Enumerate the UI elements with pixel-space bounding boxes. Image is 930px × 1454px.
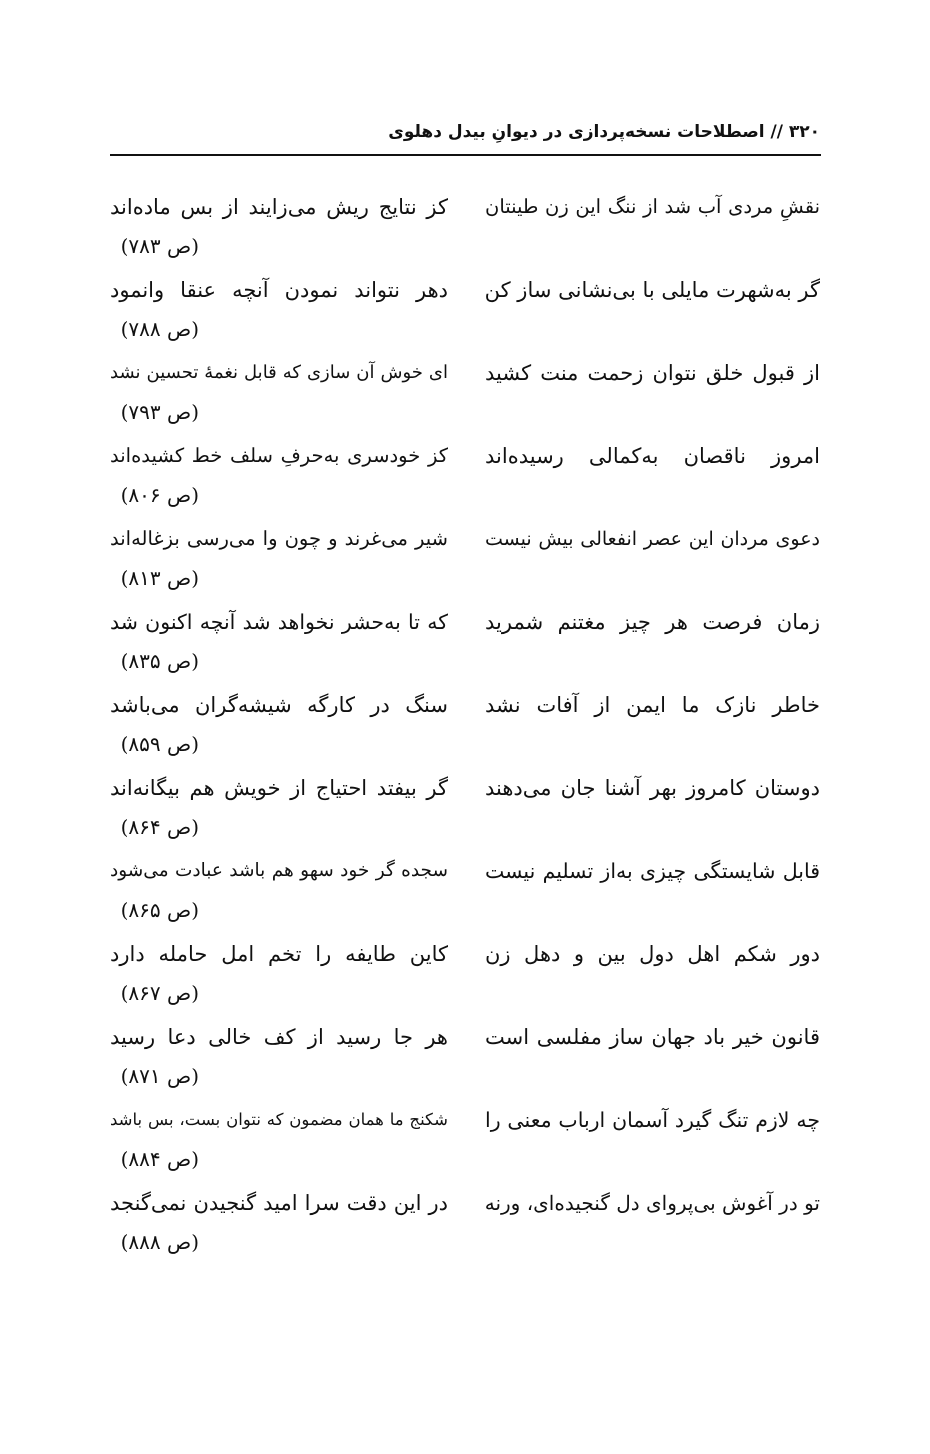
first-hemistich: امروز ناقصان به‌کمالی رسیده‌اند xyxy=(485,444,820,468)
second-hemistich: در این دقت سرا امید گنجیدن نمی‌گنجد xyxy=(110,1191,448,1215)
couplet xyxy=(110,186,820,269)
page-reference: (ص ۷۸۳) xyxy=(120,234,199,258)
second-hemistich: گر بیفتد احتیاج از خویش هم بیگانه‌اند xyxy=(110,776,448,800)
second-hemistich: ای خوش آن سازی که قابل نغمهٔ تحسین نشد xyxy=(110,362,448,383)
running-header: ۳۲۰ // اصطلاحات نسخه‌پردازی در دیوانِ بیدل دهلوی xyxy=(388,122,820,142)
page-reference: (ص ۸۱۳) xyxy=(120,566,199,590)
second-hemistich: شیر می‌غرند و چون وا می‌رسی بزغاله‌اند xyxy=(110,527,448,550)
couplet xyxy=(110,518,820,601)
couplet xyxy=(110,1099,820,1182)
page-reference: (ص ۸۵۹) xyxy=(120,732,199,756)
couplet xyxy=(110,767,820,850)
second-hemistich: کز نتایج ریش می‌زایند از بس ماده‌اند xyxy=(110,195,448,219)
page-reference: (ص ۸۸۴) xyxy=(120,1147,199,1171)
second-hemistich: سنگ در کارگه شیشه‌گران می‌باشد xyxy=(110,693,448,717)
page-reference: (ص ۸۸۸) xyxy=(120,1230,199,1254)
second-hemistich: دهر نتواند نمودن آنچه عنقا وانمود xyxy=(110,278,448,302)
couplet xyxy=(110,601,820,684)
first-hemistich: از قبول خلق نتوان زحمت منت کشید xyxy=(485,361,820,385)
couplet xyxy=(110,933,820,1016)
page-reference: (ص ۸۰۶) xyxy=(120,483,199,507)
second-hemistich: هر جا رسید از کف خالی دعا رسید xyxy=(110,1025,448,1049)
page-reference: (ص ۸۳۵) xyxy=(120,649,199,673)
first-hemistich: دعوی مردان این عصر انفعالی بیش نیست xyxy=(485,528,820,550)
couplet xyxy=(110,1182,820,1265)
couplet xyxy=(110,684,820,767)
first-hemistich: دور شکم اهل دول بین و دهل زن xyxy=(485,942,820,966)
couplet xyxy=(110,850,820,933)
couplet xyxy=(110,352,820,435)
first-hemistich: چه لازم تنگ گیرد آسمان ارباب معنی را xyxy=(485,1108,820,1132)
verse-list xyxy=(110,186,820,1265)
first-hemistich: قابل شایستگی چیزی به‌از تسلیم نیست xyxy=(485,859,820,883)
page-reference: (ص ۷۸۸) xyxy=(120,317,199,341)
first-hemistich: دوستان کامروز بهر آشنا جان می‌دهند xyxy=(485,776,820,800)
couplet xyxy=(110,1016,820,1099)
first-hemistich: قانون خیر باد جهان ساز مفلسی است xyxy=(485,1025,820,1049)
first-hemistich: نقشِ مردی آب شد از ننگ این زن طینتان xyxy=(485,195,820,218)
first-hemistich: زمان فرصت هر چیز مغتنم شمرید xyxy=(485,610,820,634)
header-rule xyxy=(110,154,821,156)
couplet xyxy=(110,435,820,518)
second-hemistich: شکنج ما همان مضمون که نتوان بست، بس باشد xyxy=(110,1110,448,1129)
second-hemistich: سجده گر خود سهو هم باشد عبادت می‌شود xyxy=(110,860,448,881)
second-hemistich: که تا به‌حشر نخواهد شد آنچه اکنون شد xyxy=(110,610,448,634)
first-hemistich: تو در آغوش بی‌پروای دل گنجیده‌ای، ورنه xyxy=(485,1191,820,1215)
couplet xyxy=(110,269,820,352)
first-hemistich: خاطر نازک ما ایمن از آفات نشد xyxy=(485,693,820,717)
page-reference: (ص ۸۶۵) xyxy=(120,898,199,922)
second-hemistich: کز خودسری به‌حرفِ سلف خط کشیده‌اند xyxy=(110,444,448,467)
second-hemistich: کاین طایفه را تخم امل حامله دارد xyxy=(110,942,448,966)
page-reference: (ص ۸۶۷) xyxy=(120,981,199,1005)
page-reference: (ص ۸۶۴) xyxy=(120,815,199,839)
first-hemistich: گر به‌شهرت مایلی با بی‌نشانی ساز کن xyxy=(485,278,820,302)
page-reference: (ص ۸۷۱) xyxy=(120,1064,199,1088)
page-reference: (ص ۷۹۳) xyxy=(120,400,199,424)
